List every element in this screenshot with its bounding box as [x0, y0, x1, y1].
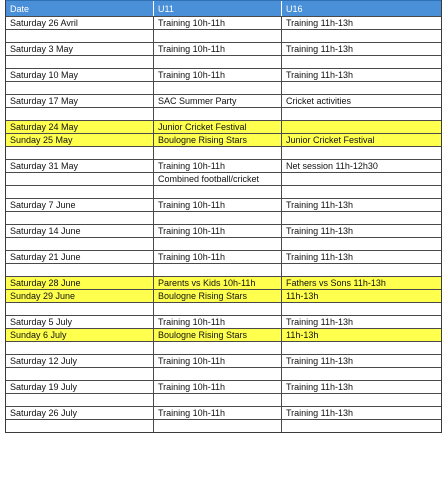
table-row [6, 185, 441, 198]
cell-u11 [154, 238, 282, 250]
cell-u11 [154, 264, 282, 276]
cell-u11: Training 10h-11h [154, 43, 282, 55]
cell-u11 [154, 212, 282, 224]
cell-date [6, 420, 154, 432]
cell-u11 [154, 368, 282, 380]
cell-u16: Training 11h-13h [286, 317, 354, 327]
table-row [6, 107, 441, 120]
table-row [6, 146, 441, 159]
header-date: Date [6, 1, 154, 16]
cell-u11 [154, 420, 282, 432]
cell-u11: Boulogne Rising Stars [154, 134, 282, 146]
cell-u16 [282, 264, 441, 276]
cell-u16: Training 11h-13h [286, 382, 354, 392]
cell-date: Sunday 25 May [6, 134, 154, 146]
cell-u11 [154, 30, 282, 42]
table-row [6, 120, 441, 133]
header-u16: U16 [286, 3, 303, 14]
cell-date [6, 394, 154, 406]
cell-date [6, 303, 154, 315]
table-row [6, 406, 441, 419]
cell-date: Saturday 7 June [6, 199, 154, 211]
table-row [6, 380, 441, 393]
cell-u11: Training 10h-11h [154, 316, 282, 328]
cell-u11: Boulogne Rising Stars [154, 329, 282, 341]
table-row [6, 55, 441, 68]
cell-date [6, 212, 154, 224]
cell-u16 [282, 30, 441, 42]
header-u11: U11 [154, 1, 282, 16]
cell-u11 [154, 342, 282, 354]
cell-date [6, 108, 154, 120]
table-row [6, 159, 441, 172]
table-row [6, 328, 441, 341]
cell-date: Saturday 10 May [6, 69, 154, 81]
cell-u11 [154, 108, 282, 120]
cell-u11 [154, 394, 282, 406]
table-row [6, 224, 441, 237]
table-row [6, 276, 441, 289]
table-row [6, 367, 441, 380]
cell-u16 [282, 238, 441, 250]
cell-date: Saturday 3 May [6, 43, 154, 55]
cell-u16: Training 11h-13h [286, 226, 354, 236]
cell-date [6, 264, 154, 276]
cell-date: Saturday 28 June [6, 277, 154, 289]
table-row [6, 42, 441, 55]
table-row [6, 237, 441, 250]
cell-u16 [282, 212, 441, 224]
cell-u11: Training 10h-11h [154, 160, 282, 172]
cell-u11: Training 10h-11h [154, 225, 282, 237]
cell-date: Saturday 26 July [6, 407, 154, 419]
table-row [6, 16, 441, 29]
cell-date: Saturday 19 July [6, 381, 154, 393]
cell-u16 [282, 173, 441, 185]
cell-date: Saturday 26 Avril [6, 17, 154, 29]
table-row [6, 250, 441, 263]
cell-u11: Training 10h-11h [154, 407, 282, 419]
cell-u11: Training 10h-11h [154, 199, 282, 211]
cell-u11: Parents vs Kids 10h-11h [154, 277, 282, 289]
schedule-table [5, 0, 442, 433]
table-header [6, 0, 441, 16]
cell-u16: Fathers vs Sons 11h-13h [286, 278, 386, 288]
cell-u16: Training 11h-13h [286, 356, 354, 366]
cell-date: Saturday 21 June [6, 251, 154, 263]
cell-u16 [282, 303, 441, 315]
cell-date: Sunday 29 June [6, 290, 154, 302]
table-row [6, 81, 441, 94]
table-row [6, 354, 441, 367]
cell-u11: Training 10h-11h [154, 251, 282, 263]
table-row [6, 302, 441, 315]
cell-u11: Training 10h-11h [154, 381, 282, 393]
cell-date: Saturday 12 July [6, 355, 154, 367]
cell-u11: Junior Cricket Festival [154, 121, 282, 133]
cell-u16: Training 11h-13h [286, 408, 354, 418]
cell-u11: Training 10h-11h [154, 17, 282, 29]
cell-u16: Junior Cricket Festival [286, 135, 375, 145]
cell-date [6, 30, 154, 42]
cell-u16: Training 11h-13h [286, 44, 354, 54]
cell-date [6, 82, 154, 94]
cell-u11: SAC Summer Party [154, 95, 282, 107]
cell-u11: Combined football/cricket [154, 173, 282, 185]
table-row [6, 68, 441, 81]
cell-u16 [282, 394, 441, 406]
cell-date [6, 173, 154, 185]
table-row [6, 315, 441, 328]
cell-u11: Training 10h-11h [154, 69, 282, 81]
cell-u11 [154, 303, 282, 315]
table-row [6, 289, 441, 302]
cell-u16 [282, 186, 441, 198]
cell-date [6, 368, 154, 380]
cell-u11 [154, 186, 282, 198]
table-row [6, 198, 441, 211]
cell-u16: 11h-13h [286, 291, 319, 301]
cell-u11: Boulogne Rising Stars [154, 290, 282, 302]
cell-u16: Cricket activities [286, 96, 352, 106]
table-row [6, 133, 441, 146]
cell-u16: Training 11h-13h [286, 252, 354, 262]
cell-u16: 11h-13h [286, 330, 319, 340]
cell-u11: Training 10h-11h [154, 355, 282, 367]
cell-u16: Training 11h-13h [286, 70, 354, 80]
table-row [6, 172, 441, 185]
cell-date [6, 56, 154, 68]
cell-u16 [282, 368, 441, 380]
table-row [6, 263, 441, 276]
cell-u16: Training 11h-13h [286, 200, 354, 210]
cell-date: Saturday 17 May [6, 95, 154, 107]
cell-date: Saturday 14 June [6, 225, 154, 237]
table-row [6, 211, 441, 224]
cell-u16 [282, 147, 441, 159]
cell-date: Saturday 5 July [6, 316, 154, 328]
cell-u16 [282, 108, 441, 120]
table-body [6, 16, 441, 432]
cell-date: Saturday 31 May [6, 160, 154, 172]
cell-u11 [154, 147, 282, 159]
cell-u16 [282, 342, 441, 354]
cell-u11 [154, 56, 282, 68]
cell-date [6, 342, 154, 354]
cell-u16 [282, 56, 441, 68]
cell-date [6, 186, 154, 198]
table-row [6, 419, 441, 432]
cell-date [6, 238, 154, 250]
table-row [6, 29, 441, 42]
cell-date: Saturday 24 May [6, 121, 154, 133]
cell-u16: Net session 11h-12h30 [286, 161, 378, 171]
table-row [6, 341, 441, 354]
cell-u11 [154, 82, 282, 94]
cell-u16: Training 11h-13h [286, 18, 354, 28]
cell-u16 [282, 82, 441, 94]
cell-date [6, 147, 154, 159]
table-row [6, 94, 441, 107]
cell-date: Sunday 6 July [6, 329, 154, 341]
cell-u16 [282, 121, 441, 133]
table-row [6, 393, 441, 406]
cell-u16 [282, 420, 441, 432]
